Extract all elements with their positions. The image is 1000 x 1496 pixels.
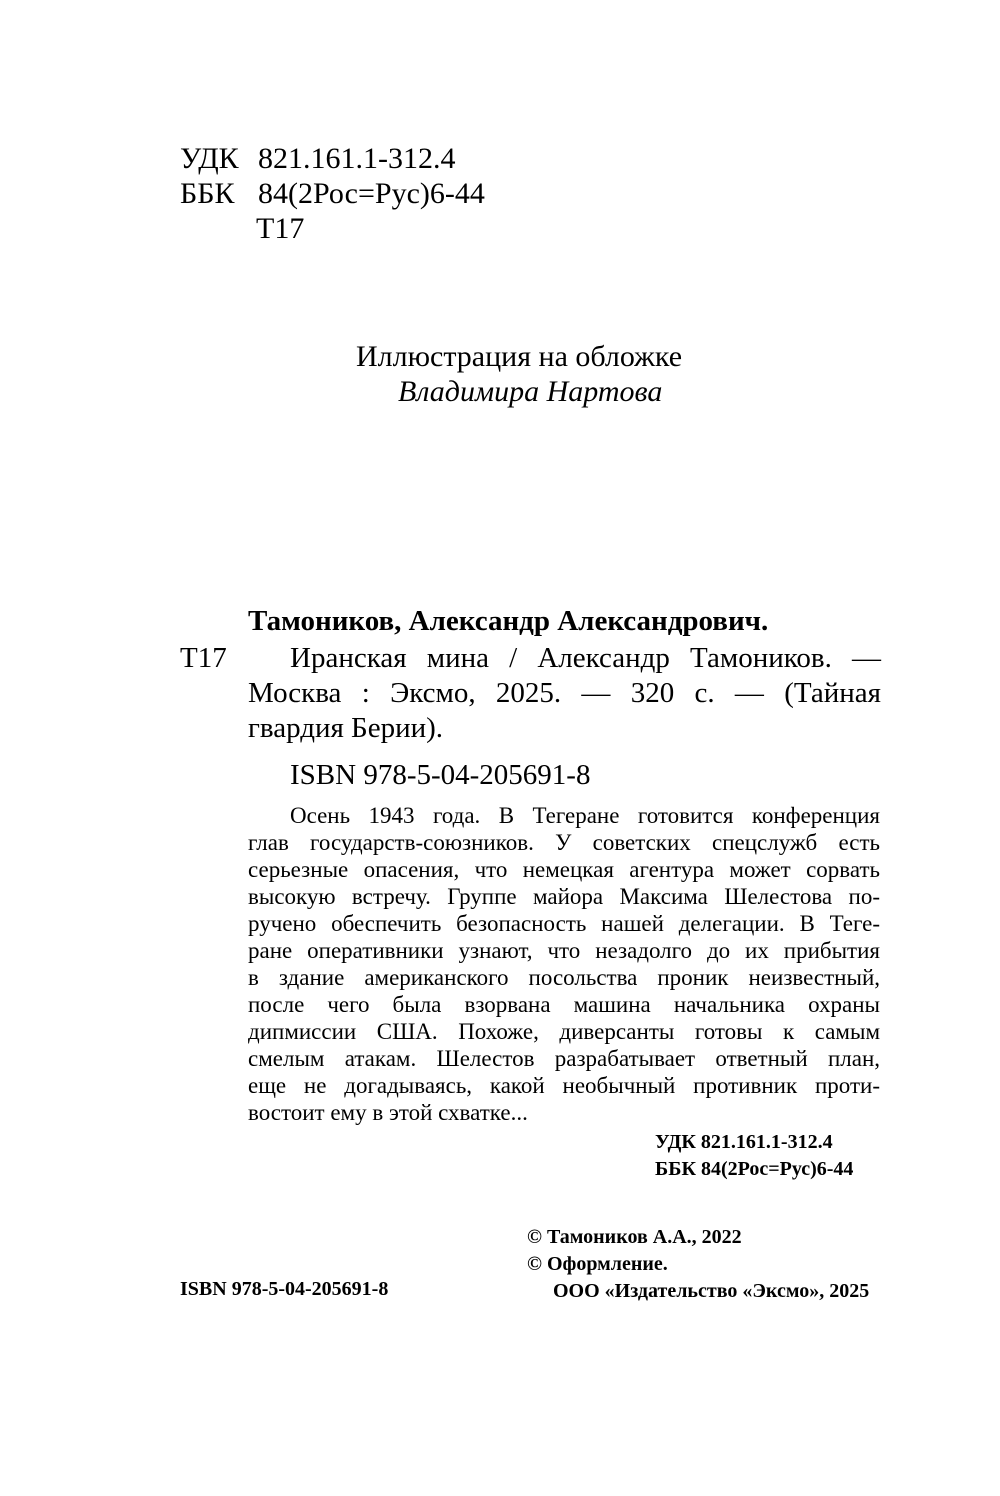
bib-description-line: гвардия Берии). [248,712,444,744]
isbn-bottom: ISBN 978-5-04-205691-8 [180,1278,389,1300]
annotation-line: высокую встречу. Группе майора Максима Шелестова по- [248,884,880,909]
illustration-credit-line2: Владимира Нартова [398,375,663,408]
annotation-line: смелым атакам. Шелестов разрабатывает ответный план, [248,1046,880,1071]
isbn-bib: ISBN 978-5-04-205691-8 [290,759,591,791]
illustration-credit-line1: Иллюстрация на обложке [356,340,683,373]
annotation-line: Осень 1943 года. В Тегеране готовится конференция [290,803,880,828]
annotation-line: ручено обеспечить безопасность нашей делегации. В Теге- [248,911,880,936]
annotation-line: после чего была взорвана машина начальника охраны [248,992,880,1017]
annotation-line: ране оперативники узнают, что незадолго до их прибытия [248,938,880,963]
annotation-line: в здание американского посольства проник неизвестный, [248,965,880,990]
bbk-line [180,176,485,212]
author-sign-bib: Т17 [180,642,227,674]
udk-line [180,141,456,177]
footer-bbk: ББК 84(2Рос=Рус)6-44 [655,1158,854,1180]
annotation-line: глав государств-союзников. У советских спецслужб есть [248,830,880,855]
footer-udk: УДК 821.161.1-312.4 [655,1131,833,1153]
copyright-author: © Тамоников А.А., 2022 [527,1226,742,1248]
author-sign-top: Т17 [256,212,305,245]
annotation-line: дипмиссии США. Похоже, диверсанты готовы к самым [248,1019,880,1044]
copyright-publisher: ООО «Издательство «Эксмо», 2025 [553,1280,870,1302]
author-heading: Тамоников, Александр Александрович. [248,605,769,637]
annotation-line: востоит ему в этой схватке... [248,1100,528,1125]
bbk-label: ББК [180,177,235,210]
copyright-design: © Оформление. [527,1253,668,1275]
bib-description-line: Иранская мина / Александр Тамоников. — [290,642,881,674]
bib-description-line: Москва : Эксмо, 2025. — 320 с. — (Тайная [248,677,881,709]
annotation-line: серьезные опасения, что немецкая агентура может сорвать [248,857,880,882]
udk-value: 821.161.1-312.4 [258,142,456,175]
bbk-value: 84(2Рос=Рус)6-44 [258,177,485,210]
annotation-line: еще не догадываясь, какой необычный противник проти- [248,1073,880,1098]
udk-label: УДК [180,142,239,175]
